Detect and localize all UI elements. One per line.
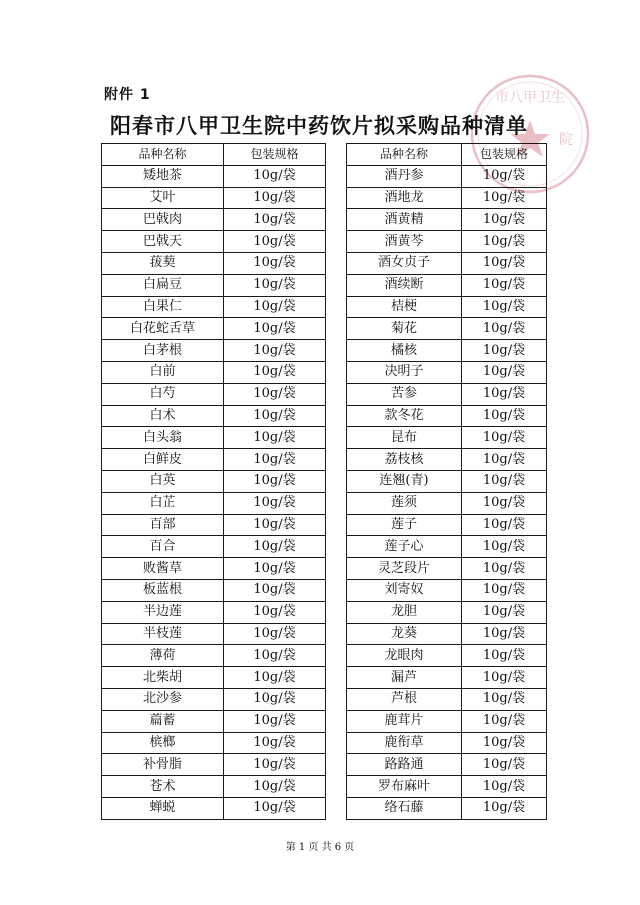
table-row [102,209,326,231]
table-row [347,165,547,187]
table-row [102,601,326,623]
table-row [102,274,326,296]
header-name: 品种名称 [347,144,462,166]
table-row [102,710,326,732]
table-row [347,405,547,427]
item-spec: 10g/袋 [462,776,547,798]
item-spec: 10g/袋 [224,732,326,754]
item-spec: 10g/袋 [462,252,547,274]
table-row [347,492,547,514]
page-number: 第 1 页 共 6 页 [285,842,355,853]
item-spec: 10g/袋 [462,710,547,732]
item-spec: 10g/袋 [462,449,547,471]
item-spec: 10g/袋 [462,688,547,710]
header-spec: 包装规格 [224,144,326,166]
item-name: 莲子 [347,514,462,536]
table-row [347,340,547,362]
table-row [102,187,326,209]
table-row [102,449,326,471]
item-spec: 10g/袋 [462,492,547,514]
item-spec: 10g/袋 [224,514,326,536]
right-table-body [347,144,547,820]
header-spec: 包装规格 [462,144,547,166]
table-row [347,601,547,623]
item-spec: 10g/袋 [224,667,326,689]
item-spec: 10g/袋 [462,187,547,209]
item-spec: 10g/袋 [462,579,547,601]
item-name: 龙葵 [347,623,462,645]
table-row [347,776,547,798]
item-spec: 10g/袋 [224,536,326,558]
table-header-row [102,144,326,166]
table-row [347,187,547,209]
table-row [102,165,326,187]
item-spec: 10g/袋 [224,231,326,253]
item-spec: 10g/袋 [462,514,547,536]
table-row [102,470,326,492]
table-row [102,340,326,362]
item-spec: 10g/袋 [462,645,547,667]
table-row [347,732,547,754]
item-name: 矮地茶 [102,165,224,187]
item-name: 刘寄奴 [347,579,462,601]
item-name: 白扁豆 [102,274,224,296]
item-spec: 10g/袋 [224,754,326,776]
item-name: 酒丹参 [347,165,462,187]
item-name: 槟榔 [102,732,224,754]
item-spec: 10g/袋 [224,623,326,645]
item-name: 荔枝核 [347,449,462,471]
item-name: 艾叶 [102,187,224,209]
item-name: 款冬花 [347,405,462,427]
table-row [102,536,326,558]
table-row [347,449,547,471]
item-name: 芦根 [347,688,462,710]
table-row [347,361,547,383]
item-spec: 10g/袋 [224,449,326,471]
item-spec: 10g/袋 [224,558,326,580]
item-name: 巴戟肉 [102,209,224,231]
svg-text:市八甲卫生: 市八甲卫生 [495,90,565,106]
item-spec: 10g/袋 [462,296,547,318]
item-name: 半枝莲 [102,623,224,645]
item-name: 橘核 [347,340,462,362]
item-name: 漏芦 [347,667,462,689]
item-name: 龙胆 [347,601,462,623]
table-row [347,296,547,318]
item-spec: 10g/袋 [462,427,547,449]
table-row [102,318,326,340]
table-row [102,732,326,754]
item-name: 板蓝根 [102,579,224,601]
table-row [102,514,326,536]
item-name: 酒女贞子 [347,252,462,274]
item-spec: 10g/袋 [462,601,547,623]
item-spec: 10g/袋 [462,623,547,645]
item-spec: 10g/袋 [224,579,326,601]
table-row [347,470,547,492]
item-spec: 10g/袋 [224,165,326,187]
item-name: 北沙参 [102,688,224,710]
table-row [102,252,326,274]
header-name: 品种名称 [102,144,224,166]
item-name: 败酱草 [102,558,224,580]
table-row [347,623,547,645]
table-row [102,667,326,689]
item-spec: 10g/袋 [462,536,547,558]
table-row [347,252,547,274]
item-name: 鹿茸片 [347,710,462,732]
table-row [347,645,547,667]
item-spec: 10g/袋 [224,427,326,449]
item-spec: 10g/袋 [224,209,326,231]
item-name: 百部 [102,514,224,536]
item-spec: 10g/袋 [224,274,326,296]
item-name: 补骨脂 [102,754,224,776]
table-row [102,579,326,601]
left-table-body [102,144,326,820]
left-item-table [101,143,326,820]
attachment-label: 附件 1 [104,87,151,103]
item-name: 苍术 [102,776,224,798]
item-spec: 10g/袋 [462,405,547,427]
item-name: 连翘(青) [347,470,462,492]
item-name: 龙眼肉 [347,645,462,667]
table-row [347,231,547,253]
item-spec: 10g/袋 [224,776,326,798]
item-spec: 10g/袋 [462,667,547,689]
table-row [102,361,326,383]
item-spec: 10g/袋 [462,558,547,580]
item-name: 白花蛇舌草 [102,318,224,340]
item-spec: 10g/袋 [224,361,326,383]
item-spec: 10g/袋 [462,318,547,340]
table-row [102,427,326,449]
item-spec: 10g/袋 [224,318,326,340]
item-spec: 10g/袋 [462,165,547,187]
table-row [102,558,326,580]
item-name: 酒地龙 [347,187,462,209]
item-name: 白前 [102,361,224,383]
item-spec: 10g/袋 [224,601,326,623]
item-spec: 10g/袋 [462,732,547,754]
item-spec: 10g/袋 [462,754,547,776]
item-name: 路路通 [347,754,462,776]
item-name: 莲须 [347,492,462,514]
table-row [347,667,547,689]
item-name: 白头翁 [102,427,224,449]
table-row [102,296,326,318]
item-name: 巴戟天 [102,231,224,253]
item-spec: 10g/袋 [224,470,326,492]
table-row [102,231,326,253]
table-row [347,383,547,405]
item-name: 苦参 [347,383,462,405]
table-row [347,427,547,449]
item-name: 罗布麻叶 [347,776,462,798]
item-name: 莲子心 [347,536,462,558]
table-row [102,688,326,710]
item-name: 百合 [102,536,224,558]
item-name: 薄荷 [102,645,224,667]
right-item-table [346,143,547,820]
item-name: 昆布 [347,427,462,449]
table-row [347,710,547,732]
item-spec: 10g/袋 [224,383,326,405]
item-spec: 10g/袋 [462,383,547,405]
item-spec: 10g/袋 [224,797,326,819]
item-name: 灵芝段片 [347,558,462,580]
table-row [102,754,326,776]
item-spec: 10g/袋 [224,296,326,318]
table-row [347,209,547,231]
item-spec: 10g/袋 [224,492,326,514]
item-name: 络石藤 [347,797,462,819]
item-spec: 10g/袋 [224,405,326,427]
item-spec: 10g/袋 [224,340,326,362]
table-row [347,274,547,296]
item-spec: 10g/袋 [462,209,547,231]
table-row [102,623,326,645]
item-name: 半边莲 [102,601,224,623]
table-row [347,797,547,819]
item-name: 决明子 [347,361,462,383]
item-name: 萹蓄 [102,710,224,732]
table-row [347,514,547,536]
item-name: 北柴胡 [102,667,224,689]
table-row [347,558,547,580]
table-row [102,797,326,819]
item-name: 鹿衔草 [347,732,462,754]
table-row [102,383,326,405]
item-name: 菝葜 [102,252,224,274]
item-name: 白术 [102,405,224,427]
item-name: 白英 [102,470,224,492]
item-name: 桔梗 [347,296,462,318]
table-row [102,492,326,514]
item-name: 菊花 [347,318,462,340]
item-name: 酒黄芩 [347,231,462,253]
item-name: 蝉蜕 [102,797,224,819]
item-spec: 10g/袋 [224,645,326,667]
item-spec: 10g/袋 [462,361,547,383]
item-spec: 10g/袋 [224,710,326,732]
item-name: 白鲜皮 [102,449,224,471]
item-name: 酒续断 [347,274,462,296]
item-spec: 10g/袋 [462,470,547,492]
table-row [347,579,547,601]
item-spec: 10g/袋 [224,688,326,710]
item-name: 酒黄精 [347,209,462,231]
table-row [102,645,326,667]
item-spec: 10g/袋 [224,252,326,274]
item-name: 白芷 [102,492,224,514]
page-title: 阳春市八甲卫生院中药饮片拟采购品种清单 [110,113,528,138]
item-spec: 10g/袋 [462,274,547,296]
table-header-row [347,144,547,166]
table-row [102,776,326,798]
svg-text:院: 院 [559,132,573,148]
item-spec: 10g/袋 [462,797,547,819]
table-row [347,754,547,776]
item-spec: 10g/袋 [224,187,326,209]
item-spec: 10g/袋 [462,231,547,253]
table-row [347,318,547,340]
item-spec: 10g/袋 [462,340,547,362]
table-row [347,688,547,710]
table-row [102,405,326,427]
item-name: 白芍 [102,383,224,405]
item-name: 白茅根 [102,340,224,362]
item-name: 白果仁 [102,296,224,318]
table-row [347,536,547,558]
